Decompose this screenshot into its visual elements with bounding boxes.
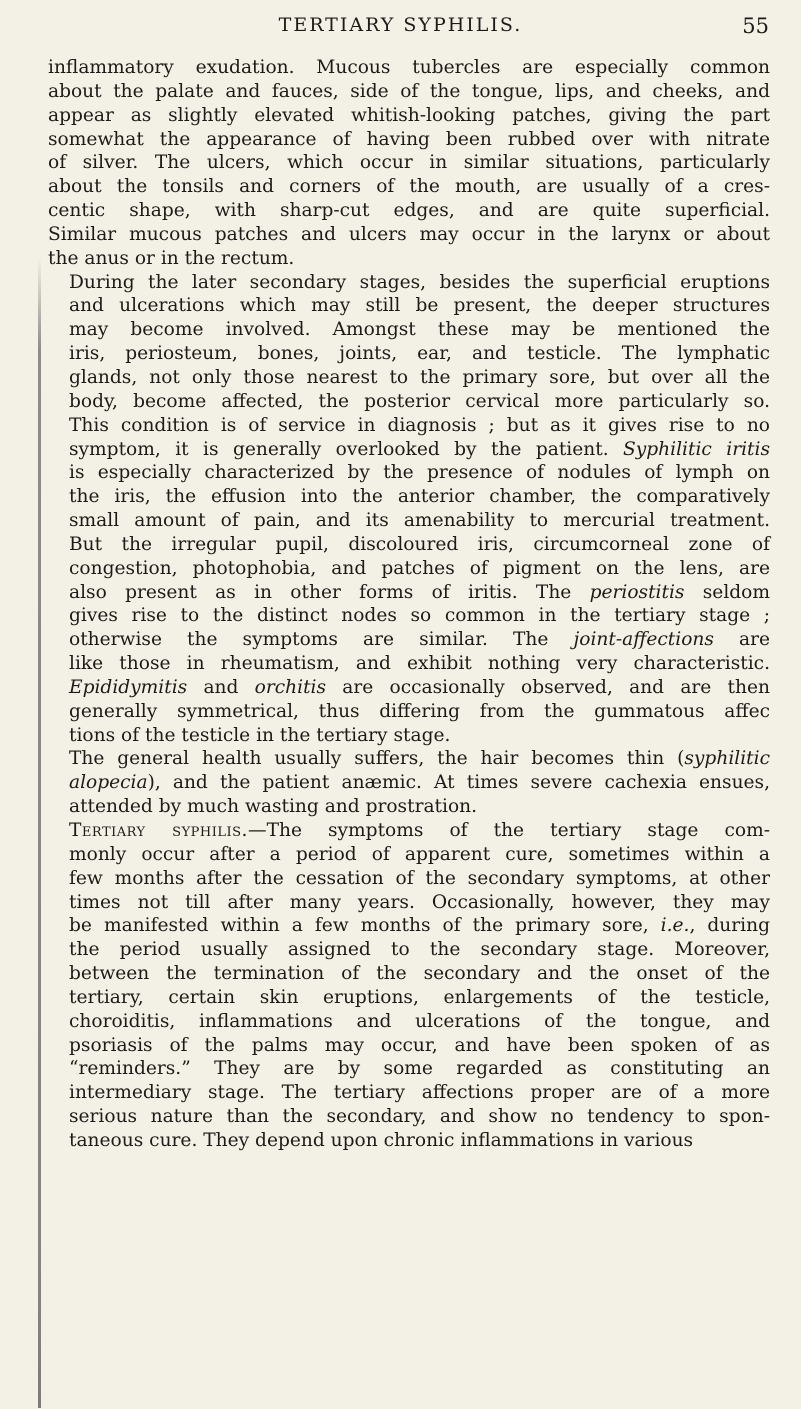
text-line: be manifested within a few months of the primary sore, i.e., during — [69, 915, 770, 937]
text-line: somewhat the appearance of having been rubbed over with nitrate — [48, 128, 770, 150]
section-lead-in: Tertiary syphilis. — [69, 820, 248, 841]
text-line: small amount of pain, and its amenability to mercurial treatment. — [69, 510, 770, 532]
text-line: Similar mucous patches and ulcers may occur in the larynx or about — [48, 223, 770, 245]
text-line: tertiary, certain skin eruptions, enlargements of the testicle, — [69, 986, 770, 1008]
text-line: iris, periosteum, bones, joints, ear, and testicle. The lymphatic — [69, 343, 770, 365]
text-line: gives rise to the distinct nodes so common in the tertiary stage ; — [69, 605, 770, 627]
text-line: The general health usually suffers, the hair becomes thin (syphilitic — [69, 748, 770, 770]
text-line: intermediary stage. The tertiary affections proper are of a more — [69, 1082, 770, 1104]
text-line: “reminders.” They are by some regarded as constituting an — [69, 1058, 770, 1080]
text-line: the iris, the effusion into the anterior chamber, the comparatively — [69, 486, 770, 508]
running-title: TERTIARY SYPHILIS. — [278, 14, 523, 36]
text-line: generally symmetrical, thus differing from the gummatous affec — [69, 700, 770, 722]
text-line: monly occur after a period of apparent cure, sometimes within a — [69, 843, 770, 865]
text-line: about the palate and fauces, side of the tongue, lips, and cheeks, and — [48, 80, 770, 102]
text-line: symptom, it is generally overlooked by the patient. Syphilitic iritis — [69, 438, 770, 460]
text-line: attended by much wasting and prostration. — [69, 796, 478, 818]
text-line: This condition is of service in diagnosis ; but as it gives rise to no — [69, 414, 770, 436]
text-line: Tertiary syphilis.—The symptoms of the tertiary stage com- — [69, 820, 770, 841]
text-line: between the termination of the secondary and the onset of the — [69, 963, 770, 985]
text-line: glands, not only those nearest to the primary sore, but over all the — [69, 366, 770, 388]
text-line: appear as slightly elevated whitish-looking patches, giving the part — [48, 104, 770, 126]
text-line: congestion, photophobia, and patches of pigment on the lens, are — [69, 557, 770, 579]
text-line: taneous cure. They depend upon chronic inflammations in various — [69, 1129, 694, 1151]
body-text — [48, 56, 770, 1153]
text-line: But the irregular pupil, discoloured iris, circumcorneal zone of — [69, 533, 770, 555]
text-line: otherwise the symptoms are similar. The joint-affections are — [69, 629, 770, 651]
page-number: 55 — [742, 14, 769, 38]
running-head — [0, 8, 801, 48]
text-line: centic shape, with sharp-cut edges, and are quite superficial. — [48, 200, 770, 222]
text-line: is especially characterized by the presence of nodules of lymph on — [69, 462, 770, 484]
text-line: few months after the cessation of the secondary symptoms, at other — [69, 867, 770, 889]
paragraph — [48, 271, 770, 748]
text-line: Epididymitis and orchitis are occasionally observed, and are then — [69, 676, 770, 698]
text-line: the anus or in the rectum. — [48, 247, 295, 269]
text-line: body, become affected, the posterior cervical more particularly so. — [69, 390, 770, 412]
text-line: of silver. The ulcers, which occur in similar situations, particularly — [48, 152, 770, 174]
text-line: tions of the testicle in the tertiary stage. — [69, 724, 451, 746]
text-line: may become involved. Amongst these may be mentioned the — [69, 319, 770, 341]
text-line: choroiditis, inflammations and ulcerations of the tongue, and — [69, 1010, 770, 1032]
text-line: about the tonsils and corners of the mouth, are usually of a cres- — [48, 176, 770, 198]
text-line: like those in rheumatism, and exhibit nothing very characteristic. — [69, 653, 770, 675]
paragraph — [48, 56, 770, 271]
text-line: also present as in other forms of iritis. The periostitis seldom — [69, 581, 770, 603]
text-line: the period usually assigned to the secondary stage. Moreover, — [69, 939, 770, 961]
paragraph — [48, 747, 770, 819]
page-edge-shadow — [38, 258, 41, 1408]
text-line: During the later secondary stages, besides the superficial eruptions — [69, 271, 770, 293]
text-line: times not till after many years. Occasionally, however, they may — [69, 891, 770, 913]
text-line: inflammatory exudation. Mucous tubercles are especially common — [48, 57, 770, 78]
text-line: serious nature than the secondary, and show no tendency to spon- — [69, 1106, 770, 1128]
paragraph — [48, 819, 770, 1153]
text-line: psoriasis of the palms may occur, and have been spoken of as — [69, 1034, 770, 1056]
text-line: alopecia), and the patient anæmic. At times severe cachexia ensues, — [69, 772, 770, 794]
text-line: and ulcerations which may still be present, the deeper structures — [69, 295, 770, 317]
